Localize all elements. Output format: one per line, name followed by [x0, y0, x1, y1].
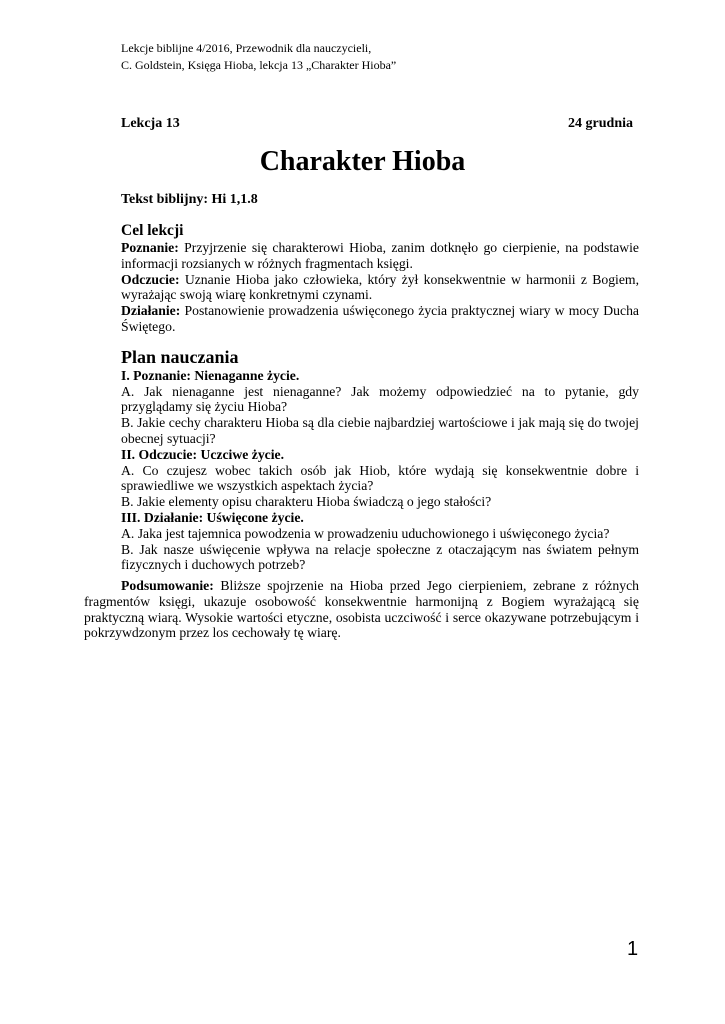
plan-section-title: III. Działanie: Uświęcone życie.: [121, 509, 304, 525]
plan-point: A. Co czujesz wobec takich osób jak Hiob, które wydają się konsekwentnie dobre i sprawiedliwe we wszystkich aspektach życia?: [121, 462, 639, 494]
goal-label: Działanie:: [121, 303, 181, 319]
goal-text: Przyjrzenie się charakterowi Hioba, zanim dotknęło go cierpienie, na podstawie informacji rozsianych w różnych fragmentach księgi.: [121, 240, 639, 271]
running-header: [121, 40, 396, 74]
goal-label: Poznanie:: [121, 240, 179, 255]
header-line-2: C. Goldstein, Księga Hioba, lekcja 13 „Charakter Hioba”: [121, 58, 397, 72]
plan-point: B. Jakie elementy opisu charakteru Hioba świadczą o jego stałości?: [121, 494, 492, 510]
goal-label: Odczucie:: [121, 271, 180, 287]
plan-point: B. Jak nasze uświęcenie wpływa na relacje społeczne z otaczającym nas światem pełnym fizycznych i duchowych potrzeb?: [121, 541, 639, 573]
goal-knowledge: [121, 240, 639, 272]
page-number: 1: [627, 938, 639, 960]
plan-point: A. Jaka jest tajemnica powodzenia w prowadzeniu uduchowionego i uświęconego życia?: [121, 525, 610, 541]
summary-text: Bliższe spojrzenie na Hioba przed Jego cierpieniem, zebrane z różnych fragmentów księgi, ukazuje osobowość konsekwentnie harmonijną z Bogiem wyrażającą się praktyczną wiarą. Wysokie wartości etyczne, osobista uczciwość i serce okazywane potrzebującym i pokrzywdzonym przez los cechowały tę wiarę.: [84, 578, 639, 641]
goals-heading: Cel lekcji: [121, 222, 184, 239]
lesson-number: Lekcja 13: [121, 116, 180, 131]
plan-heading: Plan nauczania: [121, 346, 239, 367]
summary-label: Podsumowanie:: [121, 578, 214, 593]
lesson-date: 24 grudnia: [568, 116, 633, 131]
plan-section-title: I. Poznanie: Nienaganne życie.: [121, 367, 300, 383]
page-title: Charakter Hioba: [259, 146, 466, 177]
goal-text: Postanowienie prowadzenia uświęconego życia praktycznej wiary w mocy Ducha Świętego.: [121, 303, 640, 334]
plan-point: A. Jak nienaganne jest nienaganne? Jak możemy odpowiedzieć na to pytanie, gdy przyglądamy się życiu Hioba?: [121, 383, 639, 415]
plan-point: B. Jakie cechy charakteru Hioba są dla ciebie najbardziej wartościowe i jak mają się do twojej obecnej sytuacji?: [121, 415, 639, 446]
plan-section-title: II. Odczucie: Uczciwe życie.: [121, 446, 285, 462]
header-line-1: Lekcje biblijne 4/2016, Przewodnik dla nauczycieli,: [121, 41, 372, 55]
goal-action: [121, 303, 639, 335]
lesson-content: [121, 222, 639, 573]
goal-text: Uznanie Hioba jako człowieka, który żył konsekwentnie w harmonii z Bogiem, wyrażając swoją wiarę konkretnymi czynami.: [121, 271, 639, 303]
bible-text-reference: Tekst biblijny: Hi 1,1.8: [121, 192, 258, 207]
goal-feeling: [121, 272, 639, 304]
summary-paragraph: [84, 578, 639, 641]
